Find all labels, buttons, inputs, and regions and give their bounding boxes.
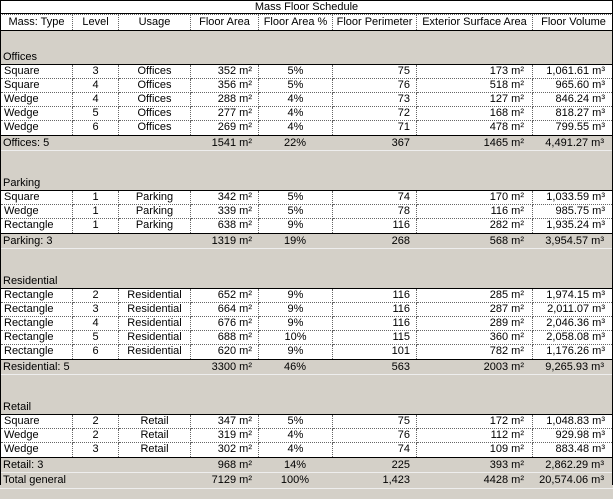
cell-usage[interactable]: Parking [119,191,191,205]
cell-floor-area-pct[interactable]: 9% [259,219,333,233]
cell-level[interactable]: 4 [73,93,119,107]
table-row [1,429,612,443]
schedule-title: Mass Floor Schedule [0,0,613,14]
table-row [1,303,612,317]
total-value-exterior-surface-area: 4428 m² [483,474,524,486]
cell-floor-volume[interactable]: 1,935.24 m³ [546,219,605,231]
total-value-floor-area: 1541 m² [211,137,252,149]
cell-exterior-surface-area[interactable]: 168 m² [417,107,533,121]
cell-exterior-surface-area[interactable]: 170 m² [417,191,533,205]
total-value-floor-perimeter: 367 [391,137,410,149]
table-row [1,289,612,303]
total-value-floor-perimeter: 268 [391,235,410,247]
total-value-floor-area-pct: 22% [283,137,307,149]
cell-floor-area[interactable]: 664 m² [191,303,259,317]
cell-usage[interactable]: Residential [119,303,191,317]
group-header: Residential [3,275,58,287]
cell-floor-area[interactable]: 342 m² [191,191,259,205]
table-row [1,65,612,79]
cell-usage[interactable]: Offices [119,107,191,121]
cell-floor-volume[interactable]: 1,974.15 m³ [533,289,613,303]
cell-mass-type[interactable]: Square [1,79,73,93]
cell-level[interactable]: 3 [73,443,119,457]
schedule-body [0,51,613,489]
column-header-exterior-surface-area[interactable]: Exterior Surface Area [417,15,533,30]
cell-floor-area-pct[interactable]: 5% [259,191,333,205]
total-label: Total general [3,474,66,486]
cell-floor-area[interactable]: 620 m² [191,345,259,359]
table-row [1,415,612,429]
cell-level[interactable]: 2 [73,429,119,443]
cell-floor-area[interactable]: 339 m² [191,205,259,219]
group-total-row [0,234,613,249]
column-header-mass-type[interactable]: Mass: Type [1,15,73,30]
total-value-floor-area-pct: 14% [283,459,307,471]
cell-usage[interactable]: Parking [119,205,191,219]
cell-mass-type[interactable]: Rectangle [1,331,73,345]
total-value-floor-perimeter: 225 [391,459,410,471]
column-header-usage[interactable]: Usage [119,15,191,30]
data-block [0,414,613,458]
cell-exterior-surface-area[interactable]: 360 m² [417,331,533,345]
cell-usage[interactable]: Retail [119,443,191,457]
cell-floor-area-pct[interactable]: 5% [259,205,333,219]
group-header: Offices [3,51,38,63]
total-value-floor-area: 968 m² [217,459,252,471]
cell-exterior-surface-area[interactable]: 112 m² [417,429,533,443]
cell-floor-perimeter[interactable]: 115 [333,331,417,345]
cell-mass-type[interactable]: Square [1,191,73,205]
cell-floor-area[interactable]: 688 m² [191,331,259,345]
cell-usage[interactable]: Offices [119,65,191,79]
total-value-floor-volume: 20,574.06 m³ [539,474,604,486]
data-block [0,64,613,136]
cell-floor-area-pct[interactable]: 9% [259,289,333,303]
table-left-border [0,0,1,485]
cell-level[interactable]: 6 [73,345,119,359]
cell-level[interactable]: 3 [73,303,119,317]
cell-exterior-surface-area[interactable]: 172 m² [417,415,533,429]
cell-floor-area-pct[interactable]: 9% [259,303,333,317]
table-row [1,219,612,233]
total-value-floor-perimeter: 1,423 [382,474,410,486]
cell-floor-area[interactable]: 269 m² [191,121,259,135]
cell-usage[interactable]: Offices [119,93,191,107]
cell-floor-perimeter[interactable]: 72 [333,107,417,121]
column-header-floor-area[interactable]: Floor Area [191,15,259,30]
cell-mass-type[interactable]: Wedge [1,443,73,457]
cell-floor-volume[interactable]: 1,176.26 m³ [546,345,605,357]
total-label: Residential: 5 [3,361,70,373]
cell-level[interactable]: 5 [73,331,119,345]
cell-mass-type[interactable]: Wedge [1,429,73,443]
cell-usage[interactable]: Offices [119,121,191,135]
cell-mass-type[interactable]: Rectangle [1,289,73,303]
total-value-exterior-surface-area: 2003 m² [483,361,524,373]
cell-floor-perimeter[interactable]: 116 [333,219,417,233]
data-block [0,190,613,234]
group-header: Retail [3,401,32,413]
cell-level[interactable]: 1 [73,205,119,219]
total-label: Parking: 3 [3,235,53,247]
total-value-floor-area: 7129 m² [211,474,252,486]
cell-level[interactable]: 2 [73,415,119,429]
total-value-floor-area: 1319 m² [211,235,252,247]
cell-floor-volume[interactable]: 1,061.61 m³ [533,65,613,79]
cell-floor-area[interactable]: 347 m² [191,415,259,429]
cell-floor-area-pct[interactable]: 9% [259,345,333,359]
cell-floor-volume[interactable]: 883.48 m³ [555,443,605,455]
total-value-floor-volume: 4,491.27 m³ [545,137,604,149]
cell-usage[interactable]: Residential [119,331,191,345]
cell-floor-perimeter[interactable]: 75 [333,415,417,429]
total-value-exterior-surface-area: 568 m² [489,235,524,247]
data-block [0,288,613,360]
table-row [1,191,612,205]
total-value-floor-area-pct: 46% [283,361,307,373]
total-value-exterior-surface-area: 1465 m² [483,137,524,149]
cell-floor-area-pct[interactable]: 5% [259,65,333,79]
cell-floor-area-pct[interactable]: 4% [259,443,333,457]
cell-floor-area[interactable]: 352 m² [191,65,259,79]
cell-level[interactable]: 5 [73,107,119,121]
cell-floor-area[interactable]: 319 m² [191,429,259,443]
total-label: Retail: 3 [3,459,44,471]
cell-level[interactable]: 3 [73,65,119,79]
column-header-level[interactable]: Level [73,15,119,30]
cell-floor-perimeter[interactable]: 76 [333,429,417,443]
total-value-floor-volume: 3,954.57 m³ [545,235,604,247]
cell-level[interactable]: 2 [73,289,119,303]
cell-floor-perimeter[interactable]: 116 [333,289,417,303]
cell-floor-perimeter[interactable]: 101 [333,345,417,359]
table-row [1,93,612,107]
cell-floor-area-pct[interactable]: 9% [259,317,333,331]
table-row [1,331,612,345]
cell-floor-area[interactable]: 356 m² [191,79,259,93]
cell-floor-area[interactable]: 638 m² [191,219,259,233]
total-value-exterior-surface-area: 393 m² [489,459,524,471]
cell-usage[interactable]: Retail [119,415,191,429]
cell-floor-volume[interactable]: 929.98 m³ [533,429,613,443]
cell-exterior-surface-area[interactable]: 173 m² [417,65,533,79]
cell-exterior-surface-area[interactable]: 518 m² [417,79,533,93]
cell-floor-perimeter[interactable]: 78 [333,205,417,219]
group-total-row [0,360,613,375]
grand-total-row [0,473,613,489]
cell-mass-type[interactable]: Rectangle [1,317,73,331]
cell-exterior-surface-area[interactable]: 478 m² [417,121,533,135]
group-total-row [0,458,613,473]
total-value-floor-perimeter: 563 [391,361,410,373]
cell-floor-perimeter[interactable]: 76 [333,79,417,93]
column-header-floor-perimeter[interactable]: Floor Perimeter [333,15,417,30]
table-row [1,205,612,219]
cell-floor-perimeter[interactable]: 75 [333,65,417,79]
cell-floor-area-pct[interactable]: 4% [259,107,333,121]
total-value-floor-volume: 2,862.29 m³ [545,459,604,471]
cell-floor-volume[interactable]: 846.24 m³ [533,93,613,107]
cell-mass-type[interactable]: Wedge [1,205,73,219]
cell-floor-area[interactable]: 277 m² [191,107,259,121]
cell-floor-volume[interactable]: 2,058.08 m³ [533,331,613,345]
cell-floor-perimeter[interactable]: 116 [333,303,417,317]
total-value-floor-area-pct: 19% [283,235,307,247]
total-value-floor-area-pct: 100% [280,474,310,486]
cell-usage[interactable]: Residential [119,317,191,331]
cell-level[interactable]: 4 [73,317,119,331]
cell-usage[interactable]: Residential [119,289,191,303]
cell-floor-volume[interactable]: 799.55 m³ [555,121,605,133]
cell-exterior-surface-area[interactable]: 282 m² [417,219,533,233]
cell-floor-perimeter[interactable]: 71 [333,121,417,135]
cell-floor-area[interactable]: 288 m² [191,93,259,107]
cell-exterior-surface-area[interactable]: 287 m² [417,303,533,317]
cell-level[interactable]: 4 [73,79,119,93]
cell-floor-volume[interactable]: 965.60 m³ [533,79,613,93]
cell-level[interactable]: 1 [73,191,119,205]
cell-floor-perimeter[interactable]: 74 [333,443,417,457]
cell-floor-area[interactable]: 652 m² [191,289,259,303]
cell-floor-volume[interactable]: 818.27 m³ [533,107,613,121]
cell-floor-perimeter[interactable]: 73 [333,93,417,107]
cell-exterior-surface-area[interactable]: 109 m² [417,443,533,457]
cell-floor-perimeter[interactable]: 74 [333,191,417,205]
total-value-floor-volume: 9,265.93 m³ [545,361,604,373]
cell-usage[interactable]: Parking [119,219,191,233]
cell-floor-volume[interactable]: 2,011.07 m³ [533,303,613,317]
cell-mass-type[interactable]: Rectangle [1,219,73,233]
table-row [1,317,612,331]
cell-level[interactable]: 1 [73,219,119,233]
cell-mass-type[interactable]: Wedge [1,121,73,135]
cell-usage[interactable]: Residential [119,345,191,359]
cell-mass-type[interactable]: Square [1,65,73,79]
cell-floor-area[interactable]: 676 m² [191,317,259,331]
cell-floor-area-pct[interactable]: 10% [259,331,333,345]
cell-exterior-surface-area[interactable]: 116 m² [417,205,533,219]
column-header-floor-volume[interactable]: Floor Volume [541,16,606,28]
cell-floor-volume[interactable]: 985.75 m³ [533,205,613,219]
cell-floor-area-pct[interactable]: 4% [259,121,333,135]
total-label: Offices: 5 [3,137,50,149]
table-row [1,345,612,359]
cell-mass-type[interactable]: Wedge [1,93,73,107]
cell-exterior-surface-area[interactable]: 127 m² [417,93,533,107]
cell-level[interactable]: 6 [73,121,119,135]
cell-floor-area[interactable]: 302 m² [191,443,259,457]
cell-floor-perimeter[interactable]: 116 [333,317,417,331]
cell-exterior-surface-area[interactable]: 289 m² [417,317,533,331]
cell-mass-type[interactable]: Wedge [1,107,73,121]
cell-mass-type[interactable]: Rectangle [1,345,73,359]
cell-floor-area-pct[interactable]: 4% [259,429,333,443]
schedule-header-row [0,14,613,31]
cell-exterior-surface-area[interactable]: 782 m² [417,345,533,359]
cell-floor-volume[interactable]: 1,048.83 m³ [533,415,613,429]
table-row [1,107,612,121]
cell-exterior-surface-area[interactable]: 285 m² [417,289,533,303]
cell-floor-area-pct[interactable]: 5% [259,79,333,93]
group-header: Parking [3,177,41,189]
cell-mass-type[interactable]: Rectangle [1,303,73,317]
column-header-floor-area-pct[interactable]: Floor Area % [259,15,333,30]
table-row [1,79,612,93]
cell-mass-type[interactable]: Square [1,415,73,429]
cell-usage[interactable]: Retail [119,429,191,443]
table-row [1,121,612,135]
cell-floor-area-pct[interactable]: 4% [259,93,333,107]
cell-floor-volume[interactable]: 2,046.36 m³ [533,317,613,331]
table-row [1,443,612,457]
group-total-row [0,136,613,151]
total-value-floor-area: 3300 m² [211,361,252,373]
cell-floor-volume[interactable]: 1,033.59 m³ [533,191,613,205]
cell-floor-area-pct[interactable]: 5% [259,415,333,429]
cell-usage[interactable]: Offices [119,79,191,93]
